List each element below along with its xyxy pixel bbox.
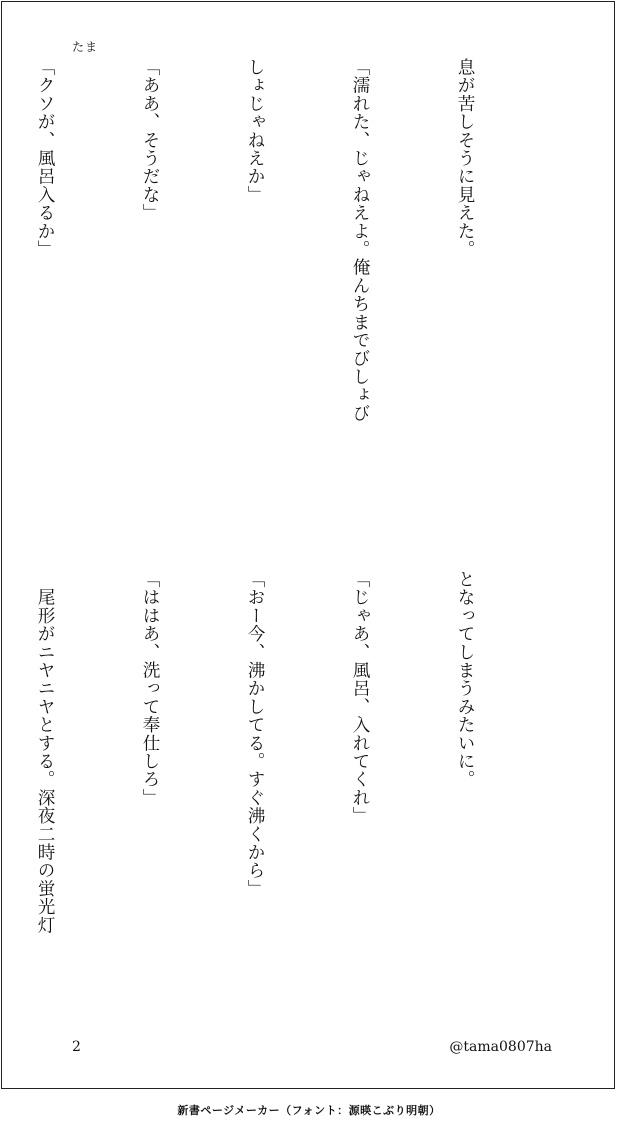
upper-text-block <box>0 58 552 518</box>
lower-text-block <box>0 570 552 990</box>
text-line: 「クソが、風呂入るか」 <box>35 58 55 259</box>
text-line: となってしまうみたいに。 <box>455 570 475 789</box>
author-handle: @tama0807ha <box>449 1039 552 1055</box>
text-line: 「濡れた、じゃねえよ。俺んちまでびしょび <box>350 58 370 422</box>
text-line: 「ああ、そうだな」 <box>140 58 160 222</box>
page-number: 2 <box>72 1039 81 1055</box>
text-line: 「ははあ、洗って奉仕しろ」 <box>140 570 160 807</box>
text-line: 「おー今、沸かしてる。すぐ沸くから」 <box>245 570 265 898</box>
manuscript-page <box>1 1 615 1089</box>
author-name: たま <box>72 40 99 54</box>
text-line: 息が苦しそうに見えた。 <box>455 58 475 259</box>
text-line: 「じゃあ、風呂、入れてくれ」 <box>350 570 370 825</box>
text-line: しょじゃねえか」 <box>245 58 265 204</box>
generator-credit: 新書ページメーカー（フォント：源暎こぶり明朝） <box>177 1104 441 1117</box>
text-line: 尾形がニヤニヤとする。深夜二時の蛍光灯 <box>35 570 55 934</box>
